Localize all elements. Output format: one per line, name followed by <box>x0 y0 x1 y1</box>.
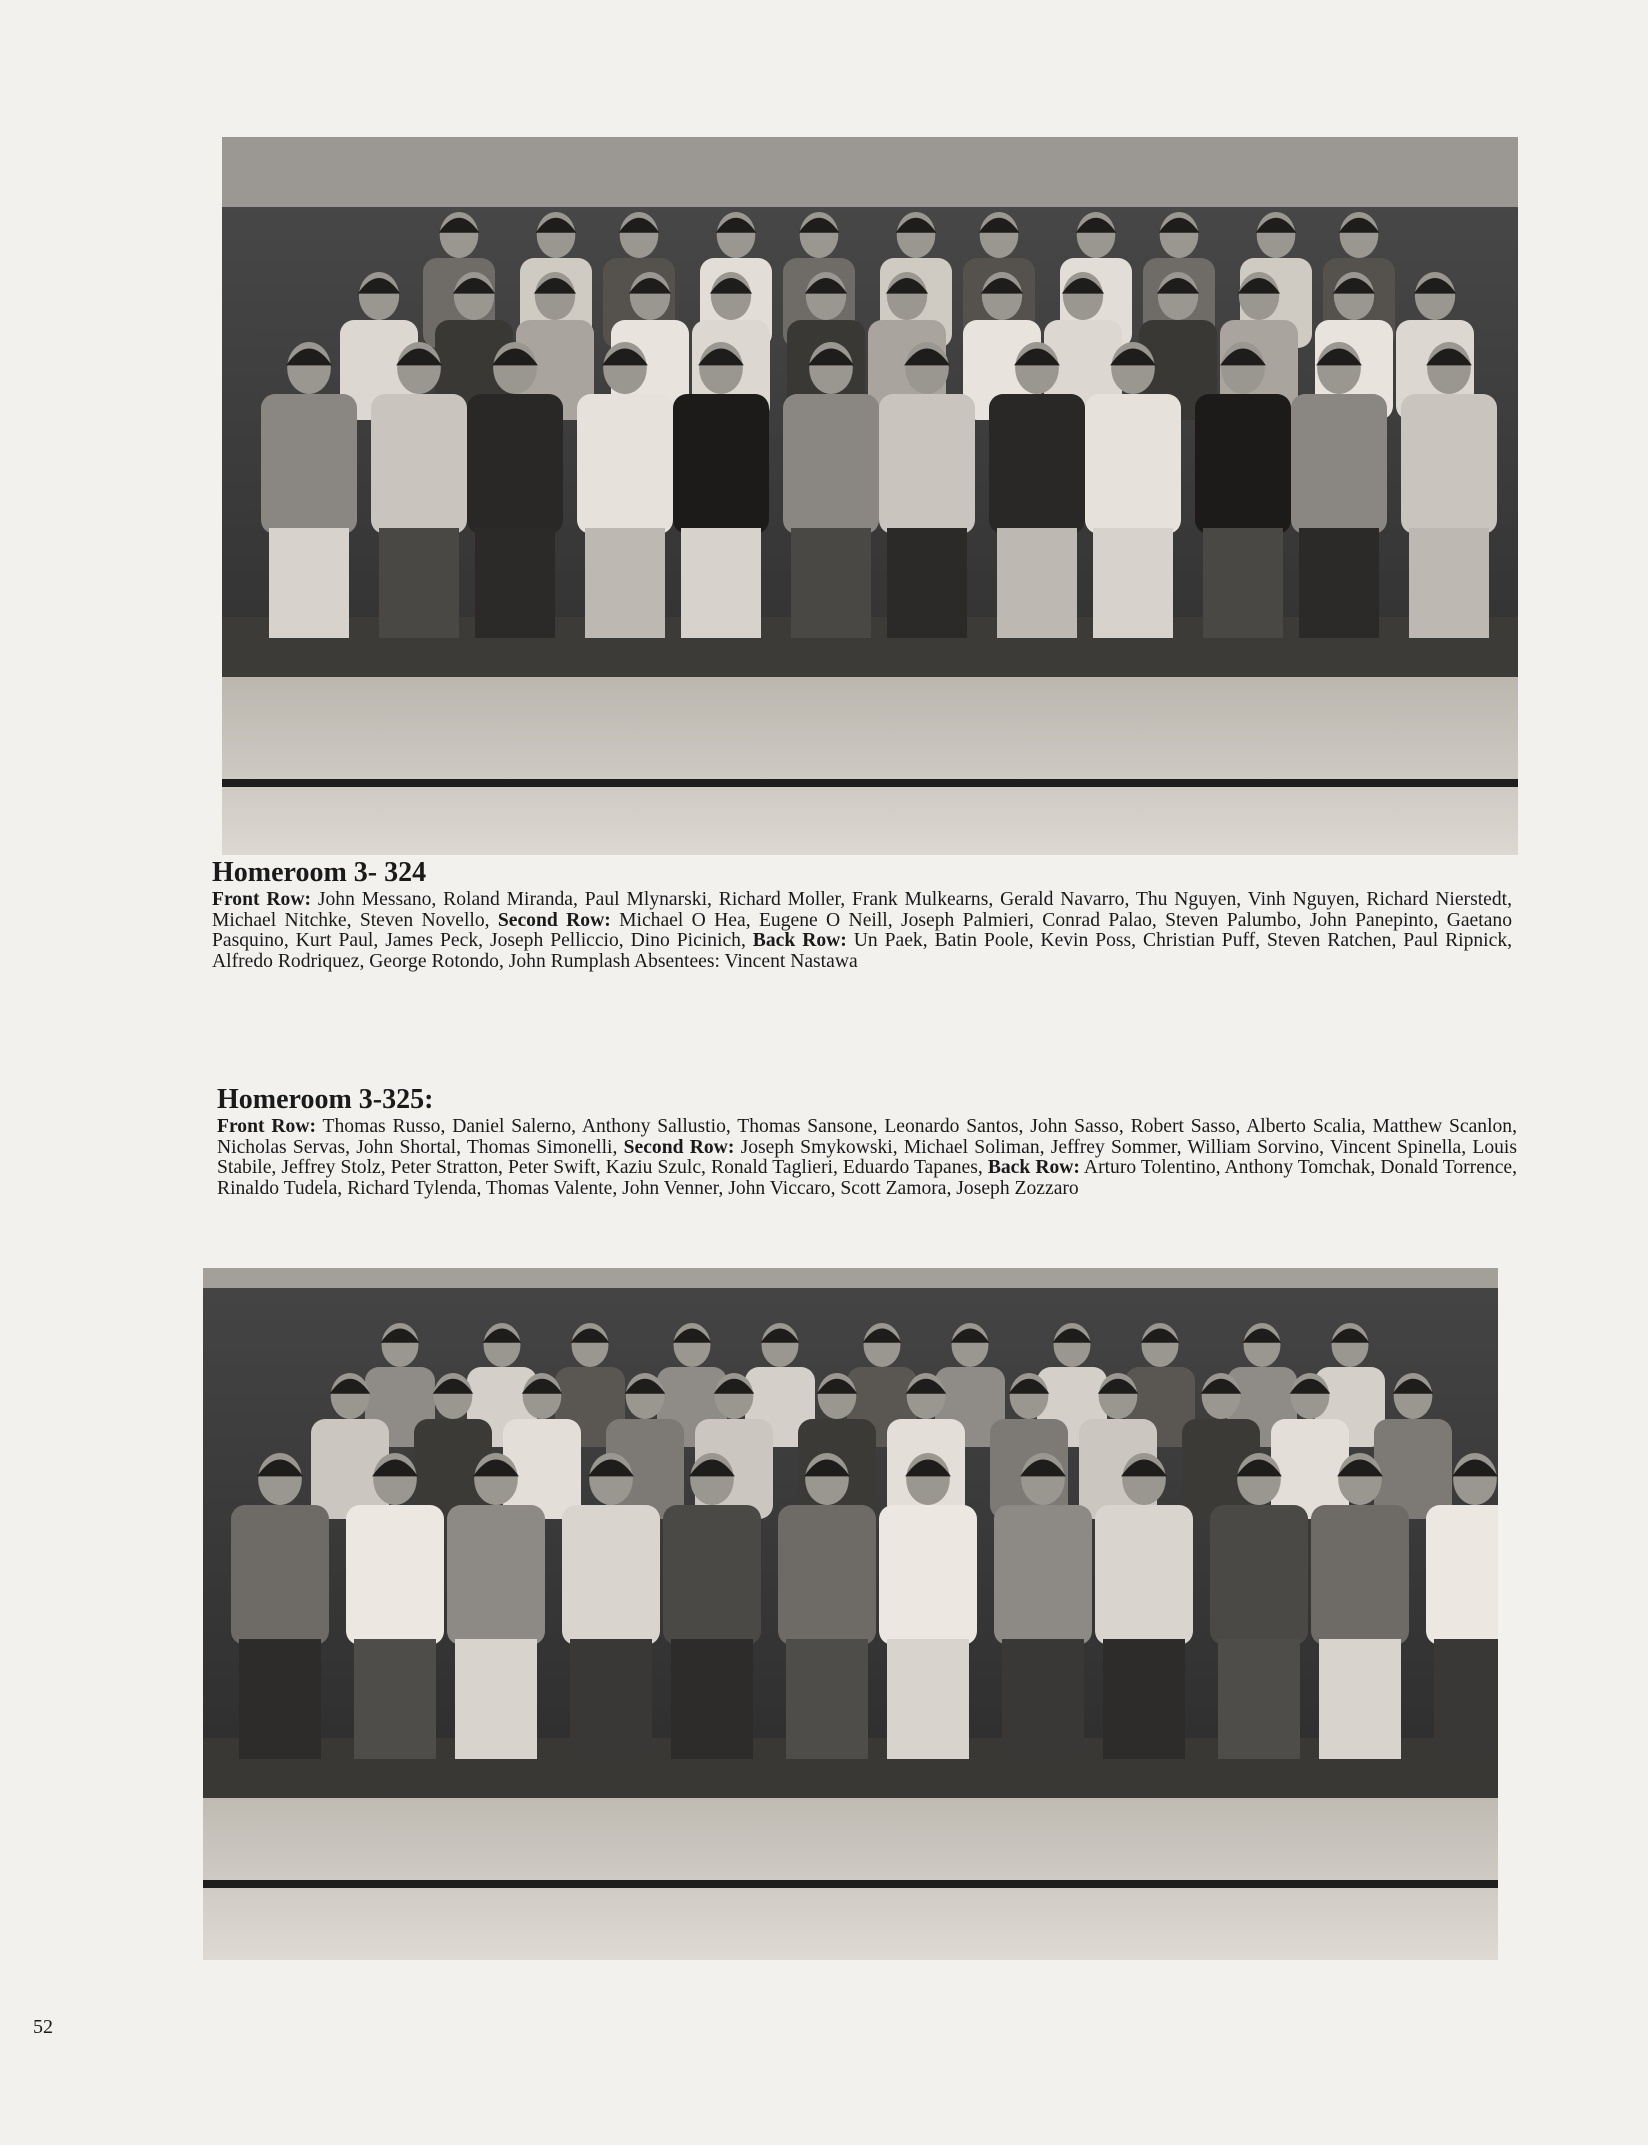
student-legs <box>1409 528 1489 638</box>
front-row-label: Front Row: <box>217 1116 317 1137</box>
student-legs <box>786 1639 868 1759</box>
student-legs <box>887 1639 969 1759</box>
student-legs <box>269 528 349 638</box>
student-figure <box>1374 1419 1452 1519</box>
student-legs <box>681 528 761 638</box>
homeroom-325-caption <box>217 1085 1517 1199</box>
student-legs <box>1203 528 1283 638</box>
homeroom-324-group-photo <box>222 137 1518 855</box>
student-legs <box>455 1639 537 1759</box>
student-figure <box>231 1505 329 1645</box>
student-legs <box>239 1639 321 1759</box>
student-figure <box>261 394 357 534</box>
student-legs <box>585 528 665 638</box>
homeroom-324-title: Homeroom 3- 324 <box>212 857 427 888</box>
student-figure <box>467 394 563 534</box>
student-figure <box>371 394 467 534</box>
student-figure <box>1095 1505 1193 1645</box>
student-figure <box>1291 394 1387 534</box>
second-row-names: Michael O Hea, Eugene O Neill, Joseph Palmieri, Conrad Palao, Steven Palumbo, John Panepinto, Gaetano Pasquino, Kurt Paul, James Peck, Joseph Pelliccio, Dino Picinich, <box>212 909 1512 951</box>
student-legs <box>997 528 1077 638</box>
homeroom-325-group-photo <box>203 1268 1498 1960</box>
second-row-label: Second Row: <box>623 1136 735 1158</box>
student-legs <box>475 528 555 638</box>
student-figure <box>673 394 769 534</box>
student-figure <box>778 1505 876 1645</box>
student-figure <box>1271 1419 1349 1519</box>
student-figure <box>1210 1505 1308 1645</box>
homeroom-325-title: Homeroom 3-325: <box>217 1084 434 1115</box>
student-legs <box>1218 1639 1300 1759</box>
student-figure <box>989 394 1085 534</box>
back-row-label: Back Row: <box>752 930 847 951</box>
student-figure <box>994 1505 1092 1645</box>
student-legs <box>379 528 459 638</box>
homeroom-324-caption <box>212 858 1512 972</box>
homeroom-325-names <box>217 1117 1517 1199</box>
front-row-label: Front Row: <box>212 889 312 910</box>
second-row-label: Second Row: <box>497 909 611 931</box>
student-figure <box>1195 394 1291 534</box>
student-figure <box>879 394 975 534</box>
student-legs <box>1319 1639 1401 1759</box>
homeroom-324-names <box>212 890 1512 972</box>
student-figure <box>1426 1505 1498 1645</box>
student-legs <box>1103 1639 1185 1759</box>
student-legs <box>1299 528 1379 638</box>
student-legs <box>1002 1639 1084 1759</box>
student-figure <box>663 1505 761 1645</box>
student-legs <box>671 1639 753 1759</box>
second-row-names: Joseph Smykowski, Michael Soliman, Jeffrey Sommer, William Sorvino, Vincent Spinella, Louis Stabile, Jeffrey Stolz, Peter Stratton, Peter Swift, Kaziu Szulc, Ronald Taglieri, Eduardo Tapanes, <box>217 1136 1517 1178</box>
student-figure <box>346 1505 444 1645</box>
student-figure <box>562 1505 660 1645</box>
student-figure <box>783 394 879 534</box>
student-figure <box>577 394 673 534</box>
front-row-names: John Messano, Roland Miranda, Paul Mlynarski, Richard Moller, Frank Mulkearns, Gerald Navarro, Thu Nguyen, Vinh Nguyen, Richard Nierstedt, Michael Nitchke, Steven Novello, <box>212 889 1512 931</box>
student-legs <box>354 1639 436 1759</box>
student-legs <box>1434 1639 1498 1759</box>
back-row-label: Back Row: <box>987 1157 1080 1178</box>
student-figure <box>447 1505 545 1645</box>
back-row-names: Un Paek, Batin Poole, Kevin Poss, Christian Puff, Steven Ratchen, Paul Ripnick, Alfredo Rodriquez, George Rotondo, John Rumplash Absentees: Vincent Nastawa <box>212 930 1513 972</box>
student-legs <box>791 528 871 638</box>
student-figure <box>879 1505 977 1645</box>
front-row-names: Thomas Russo, Daniel Salerno, Anthony Sallustio, Thomas Sansone, Leonardo Santos, John Sasso, Robert Sasso, Alberto Scalia, Matthew Scanlon, Nicholas Servas, John Shortal, Thomas Simonelli, <box>217 1116 1517 1158</box>
student-figure <box>1085 394 1181 534</box>
student-legs <box>570 1639 652 1759</box>
student-figure <box>1401 394 1497 534</box>
student-legs <box>1093 528 1173 638</box>
back-row-names: Arturo Tolentino, Anthony Tomchak, Donald Torrence, Rinaldo Tudela, Richard Tylenda, Thomas Valente, John Venner, John Viccaro, Scott Zamora, Joseph Zozzaro <box>217 1157 1517 1199</box>
student-legs <box>887 528 967 638</box>
student-figure <box>1311 1505 1409 1645</box>
page-number: 52 <box>33 2016 53 2038</box>
